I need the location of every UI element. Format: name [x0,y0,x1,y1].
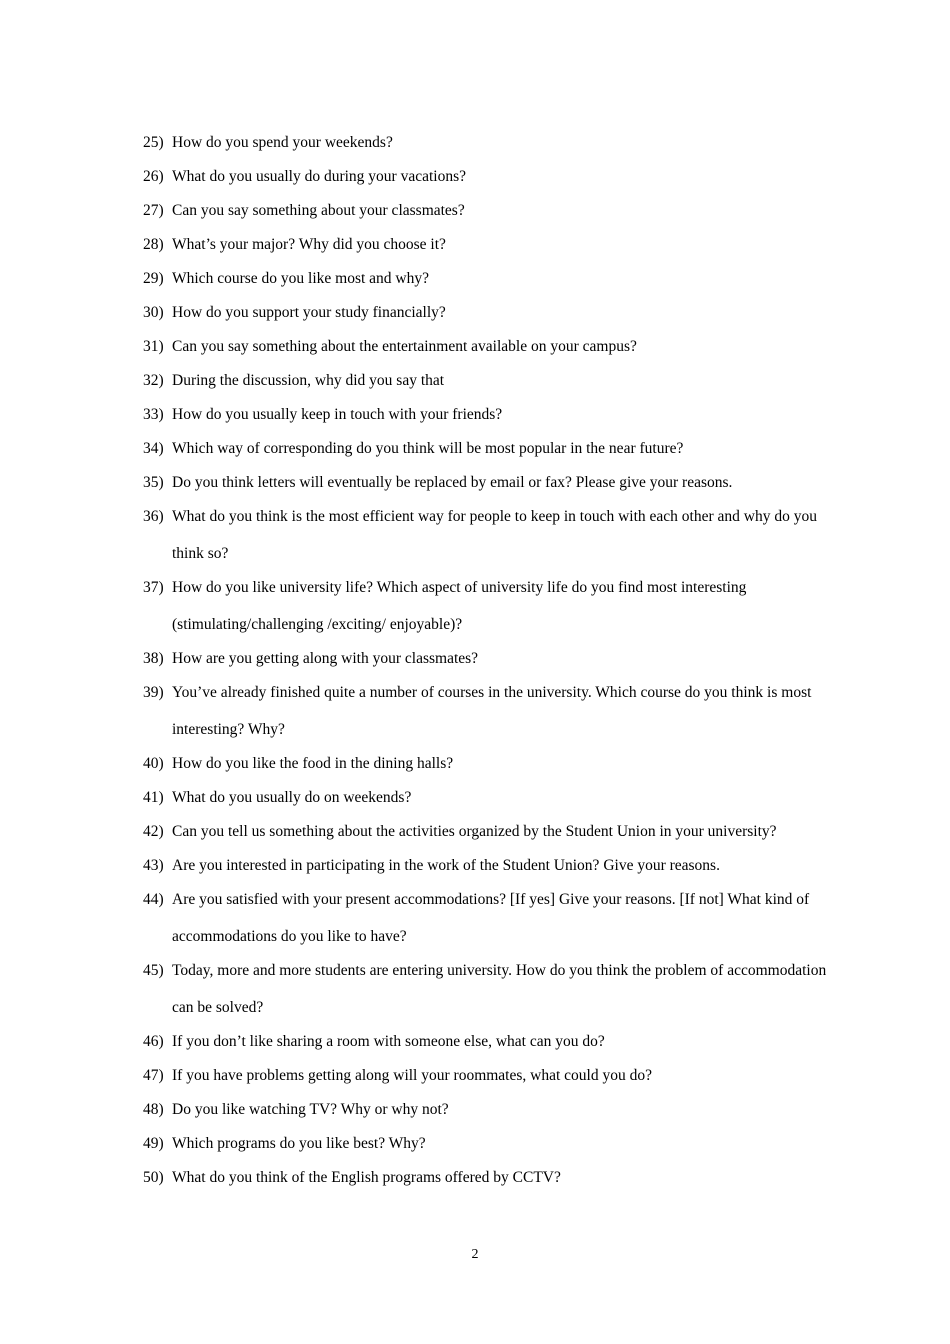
question-list [143,124,843,1193]
question-number: 31) [143,338,164,355]
question-item [143,498,843,572]
question-number: 44) [143,891,164,908]
question-text: What do you think is the most efficient way for people to keep in touch with each other and why do you think so? [172,508,817,562]
question-item [143,1159,843,1196]
page-number: 2 [471,1247,479,1262]
question-number: 42) [143,823,164,840]
question-text: Do you think letters will eventually be replaced by email or fax? Please give your reasons. [172,474,733,491]
question-text: Are you satisfied with your present accommodations? [If yes] Give your reasons. [If not] What kind of accommodations do you like to have? [172,891,810,945]
question-number: 40) [143,755,164,772]
question-text: What’s your major? Why did you choose it? [172,236,446,253]
question-number: 29) [143,270,164,287]
question-text: If you have problems getting along will your roommates, what could you do? [172,1067,652,1084]
question-number: 45) [143,962,164,979]
question-item [143,362,843,399]
question-text: Can you tell us something about the activities organized by the Student Union in your university? [172,823,777,840]
question-item [143,328,843,365]
question-item [143,1057,843,1094]
question-text: Today, more and more students are entering university. How do you think the problem of accommodation can be solved? [172,962,827,1016]
question-text: What do you usually do during your vacations? [172,168,467,185]
question-number: 38) [143,650,164,667]
question-text: Do you like watching TV? Why or why not? [172,1101,449,1118]
question-item [143,745,843,782]
question-text: Can you say something about the entertainment available on your campus? [172,338,637,355]
question-item [143,1091,843,1128]
question-item [143,464,843,501]
question-item [143,430,843,467]
question-number: 46) [143,1033,164,1050]
question-number: 27) [143,202,164,219]
question-number: 43) [143,857,164,874]
question-text: You’ve already finished quite a number of courses in the university. Which course do you think is most interesting? Why? [172,684,812,738]
question-text: How do you usually keep in touch with your friends? [172,406,503,423]
question-text: Can you say something about your classmates? [172,202,465,219]
question-number: 37) [143,579,164,596]
question-item [143,158,843,195]
question-number: 50) [143,1169,164,1186]
question-item [143,1023,843,1060]
question-item [143,569,843,643]
question-item [143,260,843,297]
question-text: What do you usually do on weekends? [172,789,412,806]
question-number: 26) [143,168,164,185]
question-text: How are you getting along with your classmates? [172,650,479,667]
question-text: If you don’t like sharing a room with someone else, what can you do? [172,1033,605,1050]
question-text: How do you like the food in the dining halls? [172,755,454,772]
question-item [143,779,843,816]
question-item [143,1125,843,1162]
question-number: 30) [143,304,164,321]
question-number: 49) [143,1135,164,1152]
question-number: 25) [143,134,164,151]
question-number: 35) [143,474,164,491]
question-item [143,124,843,161]
question-item [143,226,843,263]
question-text: How do you like university life? Which aspect of university life do you find most interesting (stimulating/challenging /exciting/ enjoyable)? [172,579,747,633]
question-number: 48) [143,1101,164,1118]
question-item [143,294,843,331]
question-item [143,396,843,433]
question-item [143,881,843,955]
question-text: During the discussion, why did you say that [172,372,445,389]
question-text: Which course do you like most and why? [172,270,429,287]
question-number: 47) [143,1067,164,1084]
question-number: 32) [143,372,164,389]
question-text: How do you support your study financially? [172,304,446,321]
question-number: 39) [143,684,164,701]
question-number: 41) [143,789,164,806]
question-item [143,847,843,884]
question-number: 28) [143,236,164,253]
question-text: Are you interested in participating in the work of the Student Union? Give your reasons. [172,857,720,874]
question-text: What do you think of the English programs offered by CCTV? [172,1169,561,1186]
question-item [143,674,843,748]
question-number: 33) [143,406,164,423]
question-item [143,640,843,677]
question-number: 34) [143,440,164,457]
question-text: How do you spend your weekends? [172,134,393,151]
question-text: Which programs do you like best? Why? [172,1135,426,1152]
question-item [143,952,843,1026]
question-item [143,192,843,229]
question-number: 36) [143,508,164,525]
question-item [143,813,843,850]
question-text: Which way of corresponding do you think will be most popular in the near future? [172,440,684,457]
